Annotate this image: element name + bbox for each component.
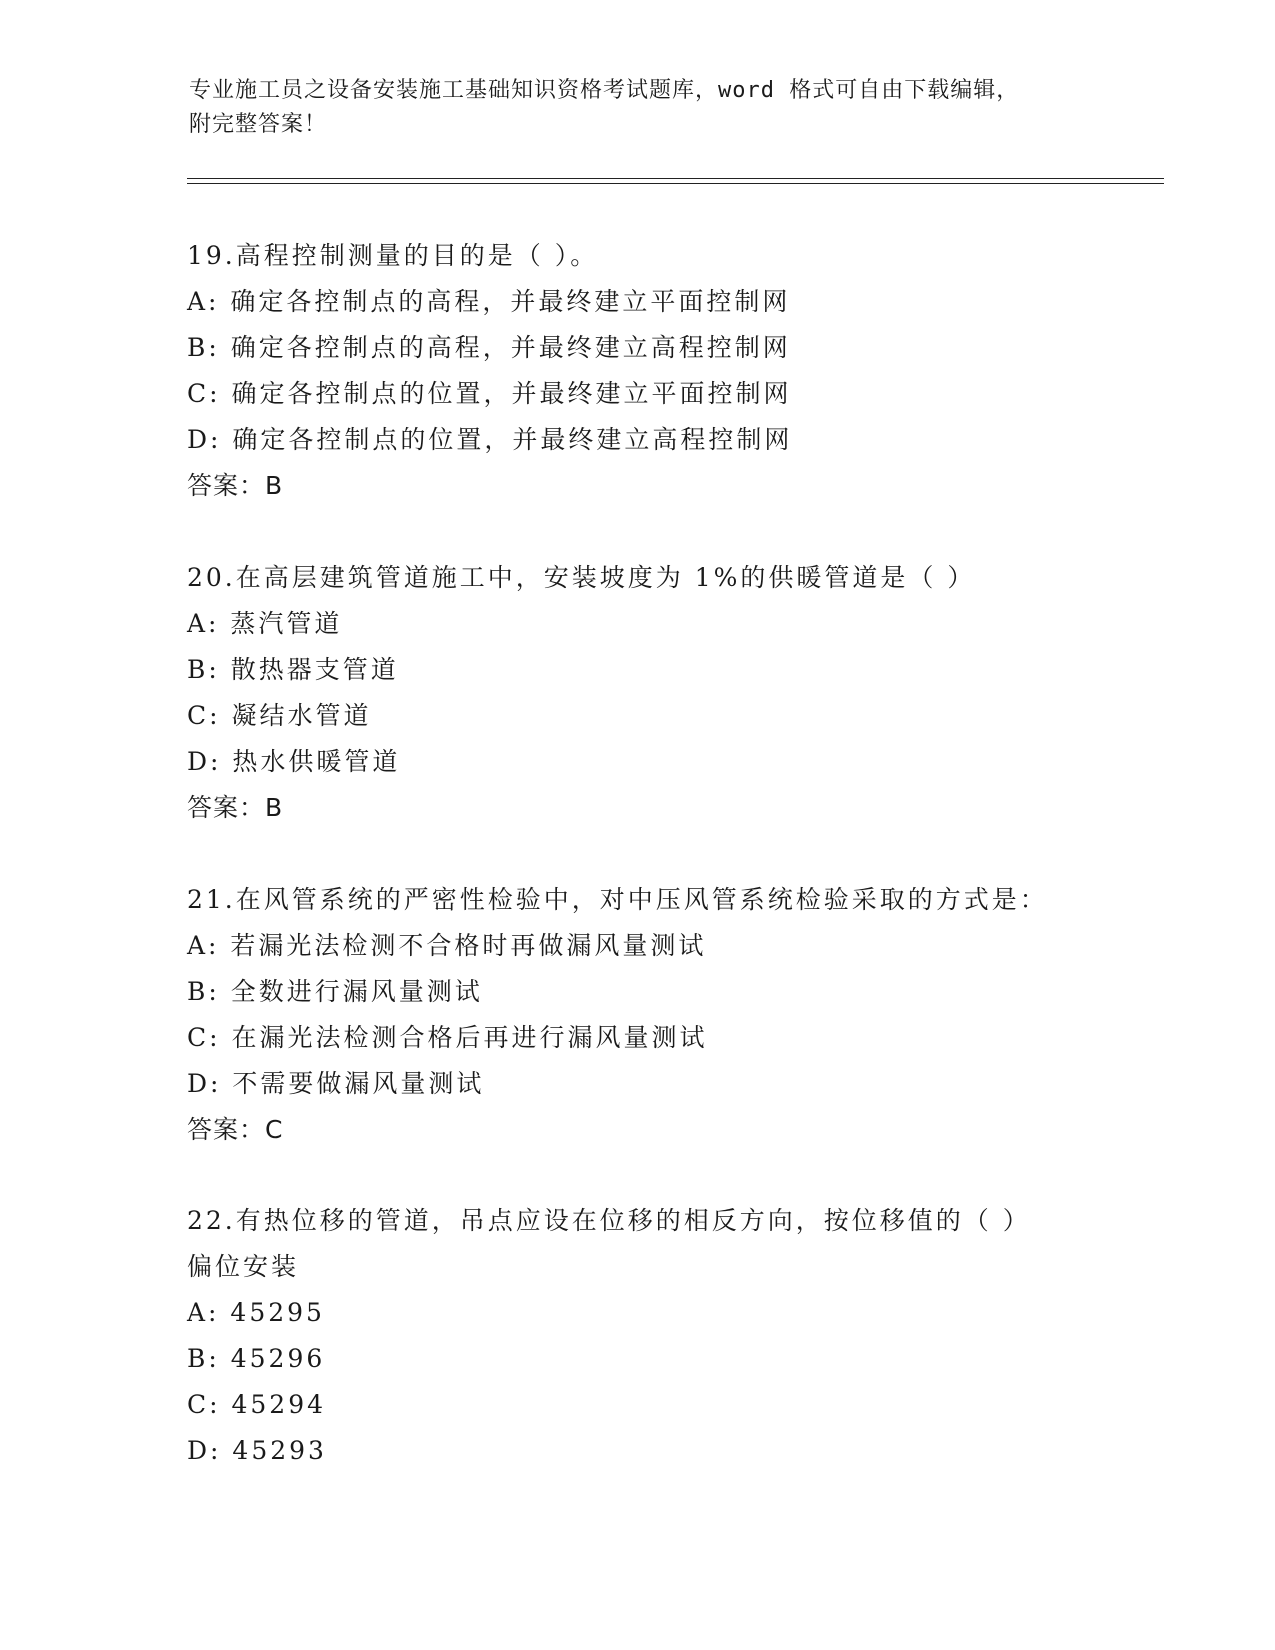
header-divider-top (187, 178, 1164, 179)
option-d: D: 45293 (187, 1436, 327, 1465)
question-20 (187, 555, 1087, 831)
question-stem: 20.在高层建筑管道施工中，安装坡度为 1%的供暖管道是（ ） (187, 563, 976, 592)
header-divider-bottom (187, 183, 1164, 184)
option-a: A: 若漏光法检测不合格时再做漏风量测试 (187, 931, 707, 960)
answer: 答案：B (187, 793, 284, 822)
option-d: D: 热水供暖管道 (187, 747, 401, 776)
option-b: B: 散热器支管道 (187, 655, 399, 684)
document-header (189, 74, 1089, 142)
option-d: D: 不需要做漏风量测试 (187, 1069, 485, 1098)
answer: 答案：B (187, 471, 284, 500)
header-line-2: 附完整答案！ (189, 112, 328, 137)
option-c: C: 在漏光法检测合格后再进行漏风量测试 (187, 1023, 708, 1052)
option-b: B: 45296 (187, 1344, 326, 1373)
question-19 (187, 233, 1087, 509)
question-stem: 22.有热位移的管道，吊点应设在位移的相反方向，按位移值的（ ） (187, 1206, 1031, 1235)
option-a: A: 45295 (187, 1298, 325, 1327)
option-c: C: 45294 (187, 1390, 327, 1419)
option-a: A: 蒸汽管道 (187, 609, 343, 638)
option-d: D: 确定各控制点的位置，并最终建立高程控制网 (187, 425, 793, 454)
option-a: A: 确定各控制点的高程，并最终建立平面控制网 (187, 287, 791, 316)
question-stem: 21.在风管系统的严密性检验中，对中压风管系统检验采取的方式是： (187, 885, 1048, 914)
answer: 答案：C (187, 1115, 284, 1144)
option-c: C: 确定各控制点的位置，并最终建立平面控制网 (187, 379, 792, 408)
header-line-1: 专业施工员之设备安装施工基础知识资格考试题库，word 格式可自由下载编辑， (189, 78, 1020, 103)
question-stem-continued: 偏位安装 (187, 1252, 300, 1281)
question-22 (187, 1198, 1087, 1474)
option-b: B: 确定各控制点的高程，并最终建立高程控制网 (187, 333, 791, 362)
question-stem: 19.高程控制测量的目的是（ ）。 (187, 241, 599, 270)
question-21 (187, 877, 1087, 1153)
option-b: B: 全数进行漏风量测试 (187, 977, 483, 1006)
option-c: C: 凝结水管道 (187, 701, 372, 730)
